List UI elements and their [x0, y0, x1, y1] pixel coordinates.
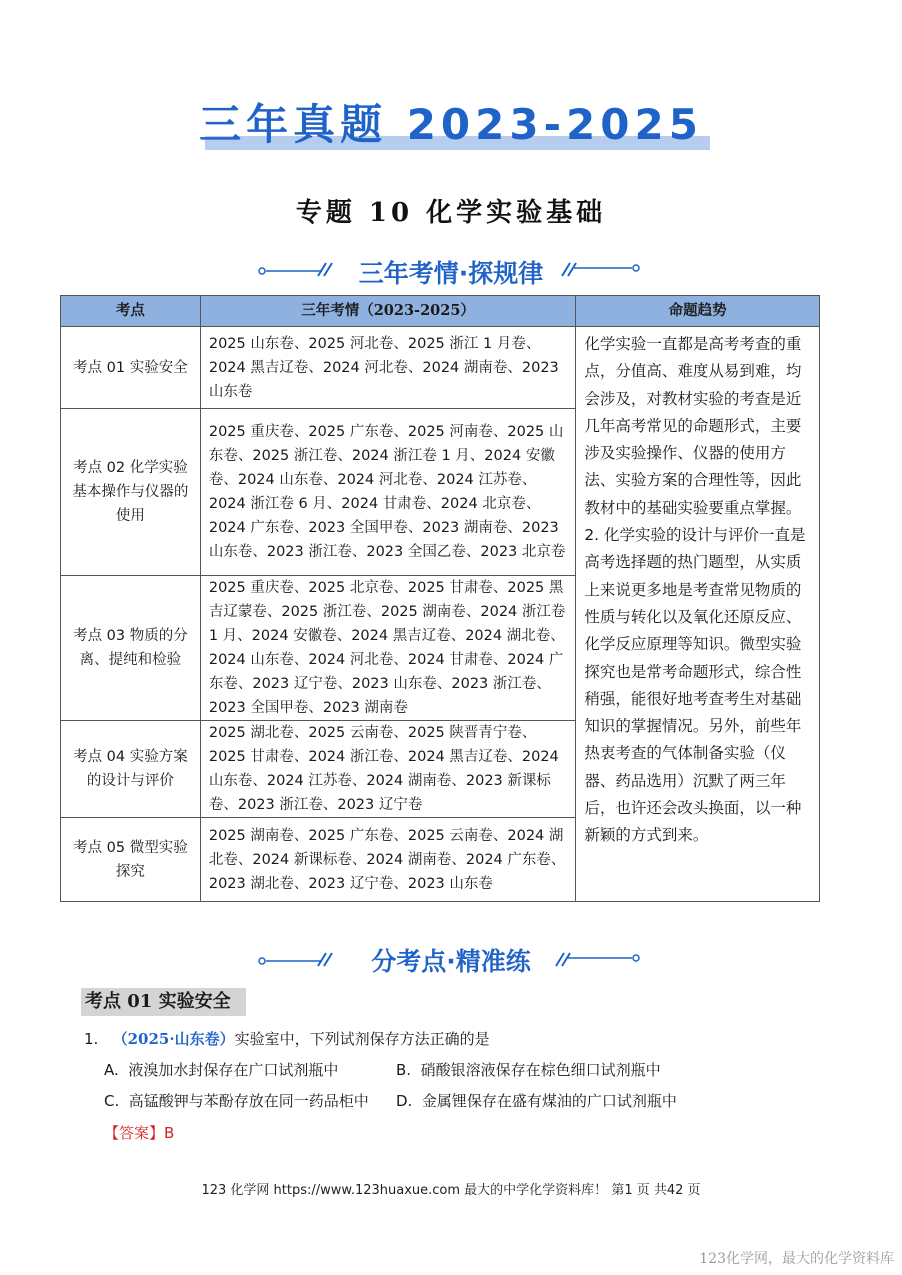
- question-source: （2025·山东卷）: [112, 1030, 235, 1048]
- option-a: [104, 1059, 338, 1081]
- header-point: 考点: [61, 296, 201, 327]
- table-header-row: [61, 296, 820, 327]
- trend-cell: 化学实验一直都是高考考查的重点，分值高、难度从易到难，均会涉及，对教材实验的考查是近几年高考常见的命题形式，主要涉及实验操作、仪器的使用方法、实验方案的合理性等，因此教材中的基础实验要重点掌握。2. 化学实验的设计与评价一直是高考选择题的热门题型，从实质上来说更多地是考查常见物质的性质与转化以及氧化还原反应、化学反应原理等知识。微型实验探究也是常考命题形式，综合性稍强，能很好地考查考生对基础知识的掌握情况。另外，前些年热衷考查的气体制备实验（仪器、药品选用）沉默了两三年后，也许还会改头换面，以一种新颖的方式到来。: [576, 327, 820, 902]
- point-cell: 考点 02 化学实验基本操作与仪器的使用: [61, 409, 201, 576]
- main-title: 三年真题 2023-2025: [199, 100, 703, 149]
- option-letter: A.: [104, 1061, 119, 1079]
- years-cell: 2025 山东卷、2025 河北卷、2025 浙江 1 月卷、2024 黑吉辽卷、2024 河北卷、2024 湖南卷、2023 山东卷: [200, 327, 575, 409]
- years-cell: 2025 湖北卷、2025 云南卷、2025 陕晋青宁卷、2025 甘肃卷、2024 浙江卷、2024 黑吉辽卷、2024 山东卷、2024 江苏卷、2024 湖南卷、2023 新课标卷、2023 浙江卷、2023 辽宁卷: [200, 721, 575, 818]
- option-text: 硝酸银溶液保存在棕色细口试剂瓶中: [420, 1061, 661, 1079]
- header-trend: 命题趋势: [576, 296, 820, 327]
- header-years: 三年考情（2023-2025）: [200, 296, 575, 327]
- point-cell: 考点 01 实验安全: [61, 327, 201, 409]
- option-c: [104, 1090, 369, 1112]
- point-cell: 考点 04 实验方案的设计与评价: [61, 721, 201, 818]
- years-cell: 2025 重庆卷、2025 广东卷、2025 河南卷、2025 山东卷、2025 浙江卷、2024 浙江卷 1 月、2024 安徽卷、2024 山东卷、2024 河北卷、2024 江苏卷、2024 浙江卷 6 月、2024 甘肃卷、2024 北京卷、2024 广东卷、2023 全国甲卷、2023 湖南卷、2023 山东卷、2023 浙江卷、2023 全国乙卷、2023 北京卷: [200, 409, 575, 576]
- exam-analysis-table: [60, 295, 820, 902]
- point-cell: 考点 03 物质的分离、提纯和检验: [61, 576, 201, 721]
- option-d: [396, 1090, 677, 1112]
- option-text: 液溴加水封保存在广口试剂瓶中: [128, 1061, 339, 1079]
- option-letter: B.: [396, 1061, 412, 1079]
- point-cell: 考点 05 微型实验探究: [61, 818, 201, 902]
- table-row: [61, 327, 820, 409]
- trends-banner-text: 三年考情·探规律: [358, 259, 544, 288]
- option-letter: C.: [104, 1092, 120, 1110]
- practice-banner: [0, 938, 902, 978]
- section-tag: 考点 01 实验安全: [81, 988, 246, 1016]
- years-cell: 2025 湖南卷、2025 广东卷、2025 云南卷、2024 湖北卷、2024 新课标卷、2024 湖南卷、2024 广东卷、2023 湖北卷、2023 辽宁卷、2023 山东卷: [200, 818, 575, 902]
- question-stem: [84, 1028, 490, 1050]
- page-footer: 123 化学网 https://www.123huaxue.com 最大的中学化学资料库！ 第1 页 共42 页: [201, 1183, 701, 1198]
- option-letter: D.: [396, 1092, 413, 1110]
- trends-banner: [0, 250, 902, 290]
- option-text: 金属锂保存在盛有煤油的广口试剂瓶中: [421, 1092, 677, 1110]
- watermark: 123化学网，最大的化学资料库: [699, 1251, 894, 1267]
- practice-banner-text: 分考点·精准练: [371, 947, 531, 976]
- option-text: 高锰酸钾与苯酚存放在同一药品柜中: [128, 1092, 369, 1110]
- question-text: 实验室中，下列试剂保存方法正确的是: [234, 1030, 490, 1048]
- option-b: [396, 1059, 661, 1081]
- answer: [104, 1122, 174, 1143]
- answer-value: B: [164, 1124, 175, 1142]
- question-number: 1.: [84, 1030, 99, 1048]
- answer-label: 【答案】: [104, 1124, 165, 1142]
- years-cell: 2025 重庆卷、2025 北京卷、2025 甘肃卷、2025 黑吉辽蒙卷、2025 浙江卷、2025 湖南卷、2024 浙江卷 1 月、2024 安徽卷、2024 黑吉辽卷、2024 湖北卷、2024 山东卷、2024 河北卷、2024 甘肃卷、2024 广东卷、2023 辽宁卷、2023 山东卷、2023 浙江卷、2023 全国甲卷、2023 湖南卷: [200, 576, 575, 721]
- topic-title: 专题 10 化学实验基础: [295, 198, 607, 228]
